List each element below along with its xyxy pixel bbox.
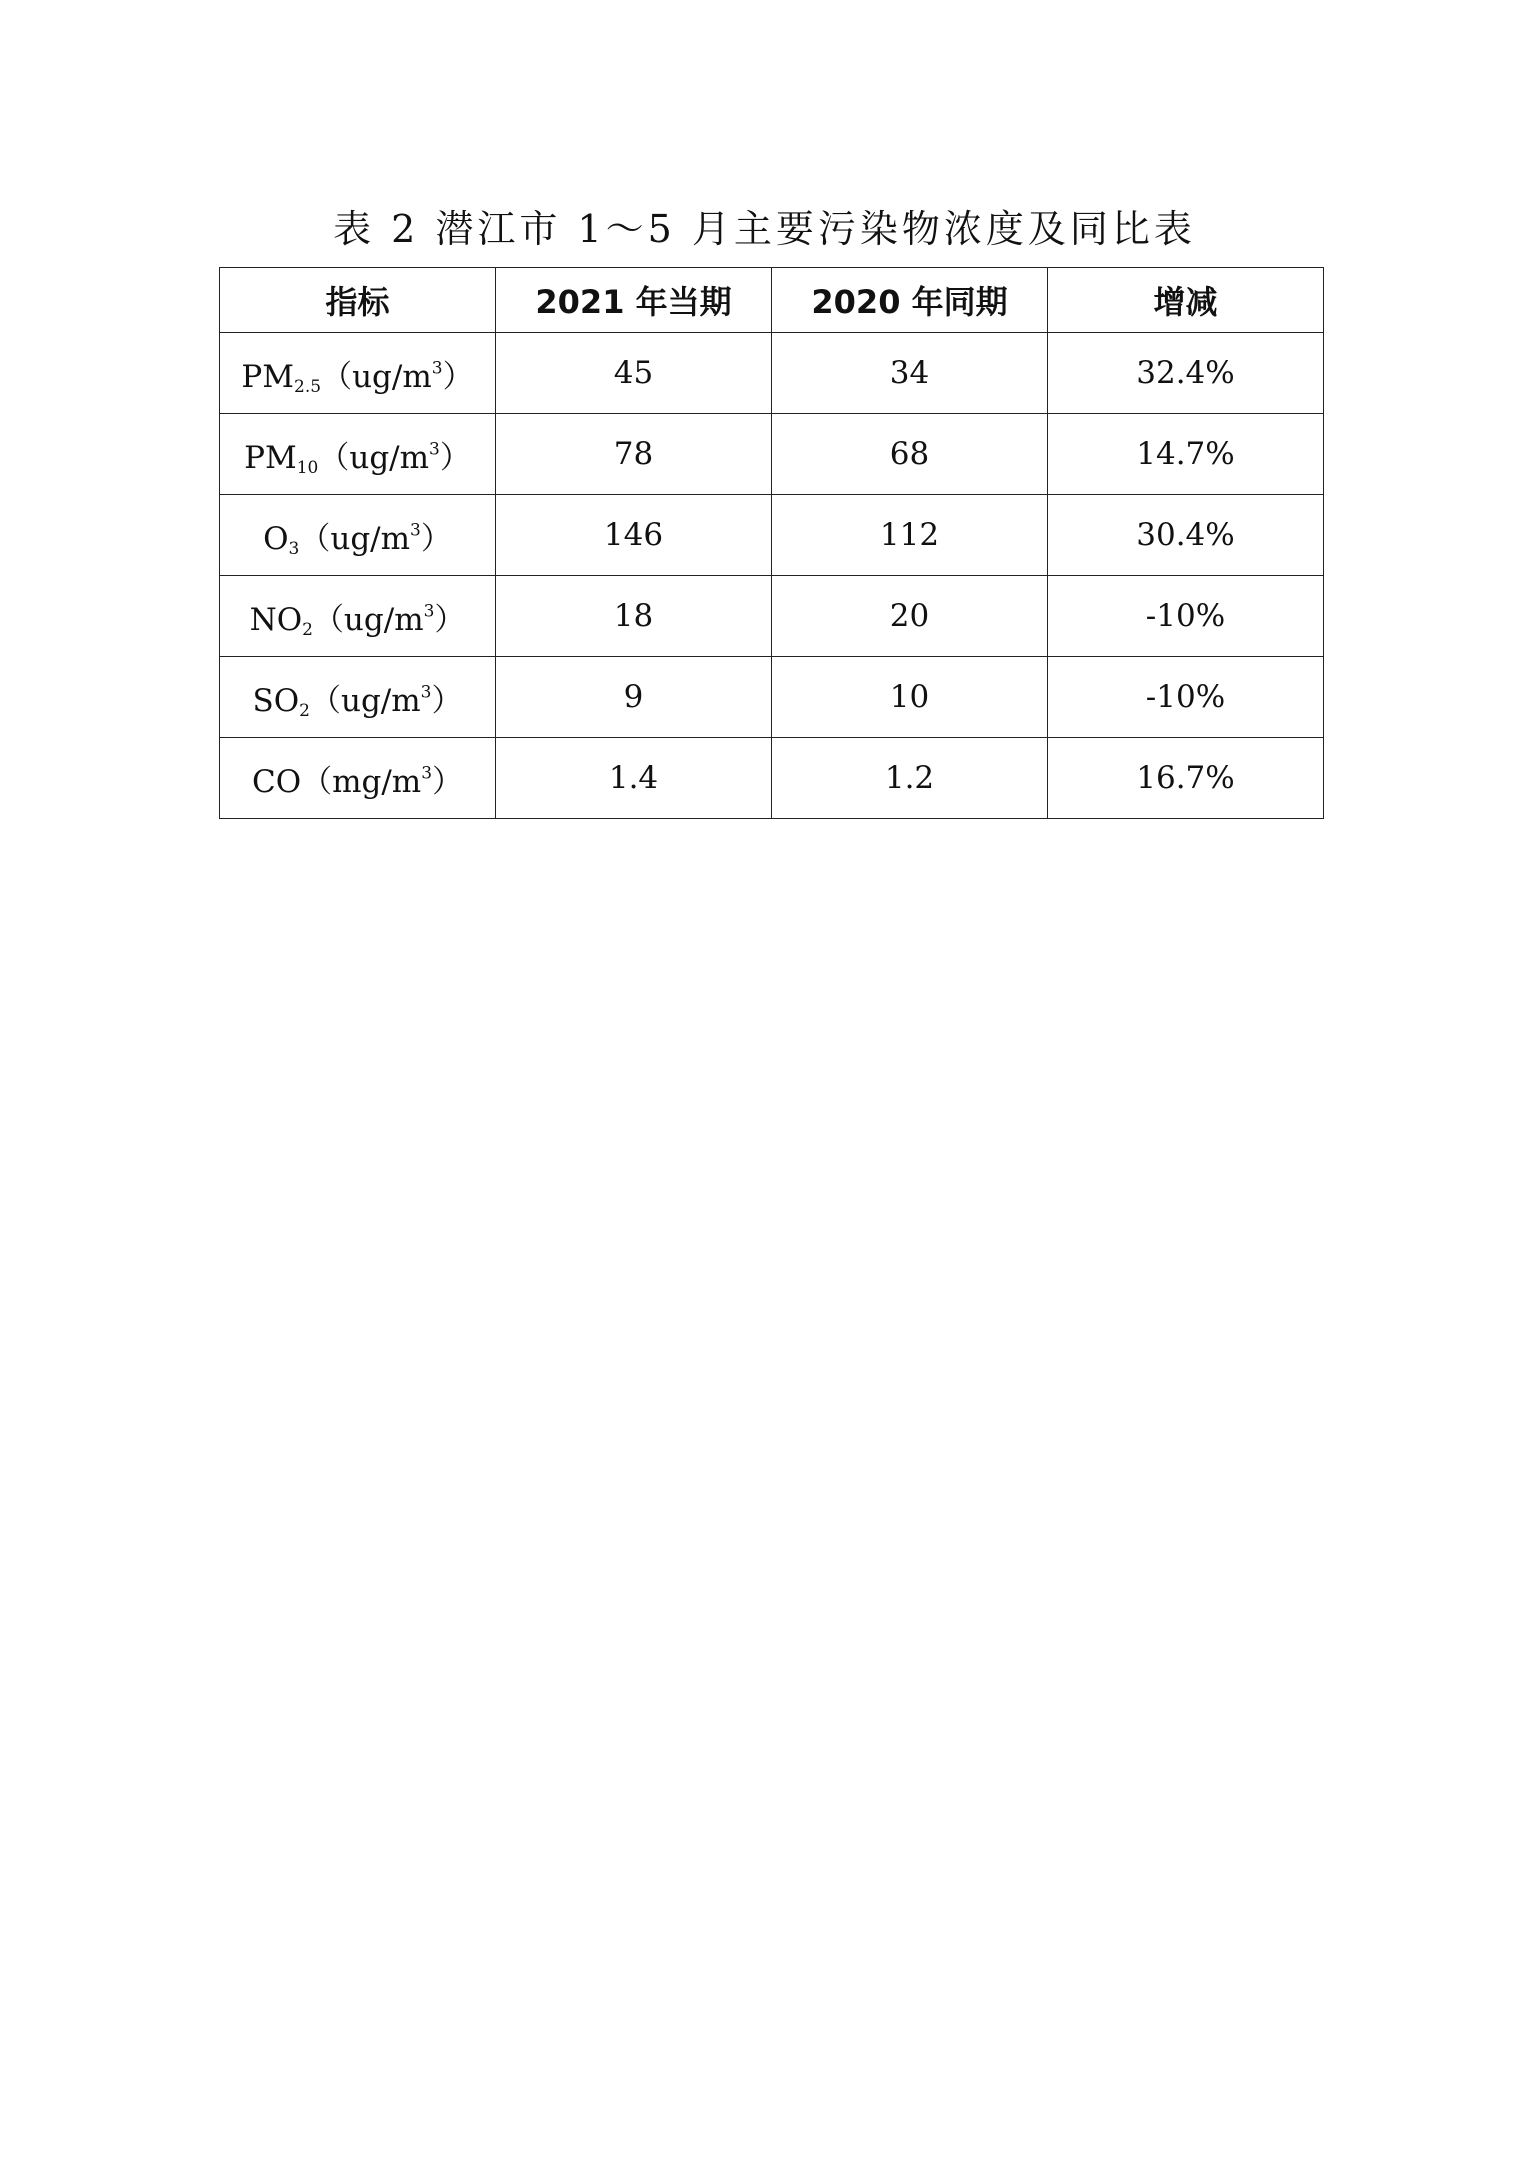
table-row [220, 576, 1324, 657]
value-change: 16.7% [1048, 738, 1324, 819]
indicator-cell: $SO_2(ug/m^3)$ [220, 657, 496, 738]
header-2020-period: 2020 年同期 [772, 268, 1048, 333]
header-change: 增减 [1048, 268, 1324, 333]
table-row [220, 495, 1324, 576]
table-row [220, 333, 1324, 414]
value-2021: 1.4 [496, 738, 772, 819]
table-row [220, 738, 1324, 819]
value-2021: 146 [496, 495, 772, 576]
table-row [220, 414, 1324, 495]
pollutant-concentration-table [219, 267, 1324, 819]
indicator-cell: $CO(mg/m^3)$ [220, 738, 496, 819]
value-2020: 10 [772, 657, 1048, 738]
value-2020: 20 [772, 576, 1048, 657]
table-row [220, 657, 1324, 738]
header-2021-period: 2021 年当期 [496, 268, 772, 333]
value-2020: 112 [772, 495, 1048, 576]
indicator-cell: $PM_{2.5}(ug/m^3)$ [220, 333, 496, 414]
value-2021: 9 [496, 657, 772, 738]
value-change: 30.4% [1048, 495, 1324, 576]
indicator-cell: $NO_2(ug/m^3)$ [220, 576, 496, 657]
value-change: 32.4% [1048, 333, 1324, 414]
value-change: 14.7% [1048, 414, 1324, 495]
value-2020: 34 [772, 333, 1048, 414]
value-change: -10% [1048, 576, 1324, 657]
value-2021: 78 [496, 414, 772, 495]
value-2020: 68 [772, 414, 1048, 495]
value-2021: 45 [496, 333, 772, 414]
value-change: -10% [1048, 657, 1324, 738]
value-2021: 18 [496, 576, 772, 657]
indicator-cell: $PM_{10}(ug/m^3)$ [220, 414, 496, 495]
indicator-cell: $O_3(ug/m^3)$ [220, 495, 496, 576]
table-header-row [220, 268, 1324, 333]
header-indicator: 指标 [220, 268, 496, 333]
table-title: 表 2 潜江市 1～5 月主要污染物浓度及同比表 [333, 207, 1196, 251]
value-2020: 1.2 [772, 738, 1048, 819]
